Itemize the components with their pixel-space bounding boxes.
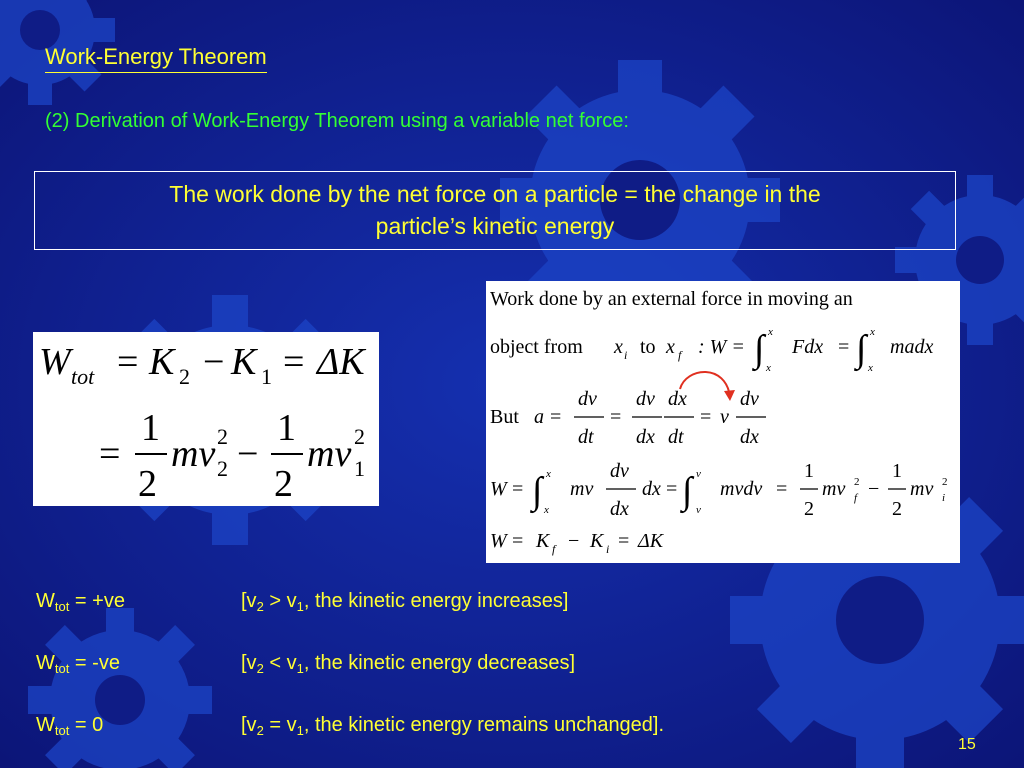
case-sub: tot [54,661,70,676]
page-number: 15 [958,736,976,753]
eq-minus-2: − [237,433,259,475]
case-condition: = -ve [69,652,120,674]
eq-equals-2: = [283,341,305,383]
deriv-to: to [640,336,656,358]
eq-minus-1: − [203,341,225,383]
theorem-line-1: The work done by the net force on a particle = the change in the [169,181,821,207]
deriv-dx-3: dx [740,426,759,448]
deriv-object-from: object from [490,336,583,358]
case-condition: = 0 [69,714,104,736]
eq-sub1-b: 1 [354,456,365,481]
deriv-colon-W: : W = [698,336,745,358]
deriv-W-1: W [490,478,507,500]
int-lower: x [868,362,873,374]
int-lower: x [766,362,771,374]
case-W: W [36,590,55,612]
deriv-xf-sub: f [678,348,682,362]
slide-title: Work-Energy Theorem [45,44,267,73]
deriv-sq-i: 2 [942,476,948,488]
deriv-xi-sub: i [624,348,628,362]
integral-sign: ∫ [532,470,543,512]
eq-sub-1: 1 [261,364,272,389]
case-explanation: , the kinetic energy increases] [303,590,569,612]
deriv-Kf-sub: f [552,542,556,556]
case-text: [v [241,590,257,612]
derivation-box [486,281,960,563]
deriv-minus-1: − [868,478,880,500]
case-text: < v [263,652,297,674]
deriv-dx-1: dx [636,426,655,448]
deriv-dv-4: dv [610,460,629,482]
case-W: W [36,714,55,736]
case-sub: 2 [256,661,264,676]
deriv-madx: madx [890,336,934,358]
deriv-dx-2: dx [668,388,687,410]
int-upper: x [870,326,875,338]
eq-K2: K [149,341,175,383]
deriv-two-2: 2 [892,498,902,520]
deriv-eq-i: = [618,530,630,552]
deriv-Fdx: Fdx [792,336,824,358]
deriv-line-1: Work done by an external force in moving an [490,288,853,310]
eq-sq-1: 2 [217,424,228,449]
deriv-sub-i: i [942,492,946,504]
case-explanation: , the kinetic energy decreases] [303,652,576,674]
int-upper: x [768,326,773,338]
deriv-sub-f: f [854,492,858,504]
case-explanation: , the kinetic energy remains unchanged]. [303,714,665,736]
deriv-eq-c: = [610,406,622,428]
deriv-dt-1: dt [578,426,594,448]
int-lower-v: v [696,504,701,516]
deriv-mv: mv [570,478,594,500]
eq-W: W [39,341,71,383]
deriv-deltaK: ΔK [638,530,664,552]
eq-equals-1: = [117,341,139,383]
deriv-Kf: K [536,530,550,552]
eq-mv-2: mv [307,433,352,475]
theorem-line-2: particle’s kinetic energy [375,213,615,239]
deriv-sq-f: 2 [854,476,860,488]
deriv-dt-2: dt [668,426,684,448]
deriv-dv-3: dv [740,388,759,410]
deriv-eq-a: = [838,336,850,358]
int-upper: x [546,468,551,480]
integral-sign: ∫ [682,470,693,512]
deriv-minus-2: − [568,530,580,552]
deriv-eq-f: = [666,478,678,500]
int-lower: x [544,504,549,516]
deriv-dv-1: dv [578,388,597,410]
eq-half-den-1: 2 [138,463,157,505]
case-text: [v [241,652,257,674]
eq-equals-3: = [99,433,121,475]
deriv-eq-b: = [550,406,562,428]
integral-sign: ∫ [754,328,765,370]
eq-deltaK: ΔK [317,341,365,383]
deriv-mvf: mv [822,478,846,500]
eq-K1: K [231,341,257,383]
deriv-eq-d: = [700,406,712,428]
eq-sub2-b: 2 [217,456,228,481]
deriv-a: a [534,406,544,428]
integral-sign: ∫ [856,328,867,370]
eq-mv-1: mv [171,433,216,475]
deriv-one-1: 1 [804,460,814,482]
eq-sq-2: 2 [354,424,365,449]
deriv-eq-e: = [512,478,524,500]
deriv-W-2: W [490,530,507,552]
case-text: [v [241,714,257,736]
case-sub: tot [54,599,70,614]
deriv-mvdv: mvdv [720,478,763,500]
slide-subtitle: (2) Derivation of Work-Energy Theorem using a variable net force: [45,110,629,132]
deriv-eq-h: = [512,530,524,552]
case-text: = v [263,714,297,736]
deriv-dv-2: dv [636,388,655,410]
substitution-arrow [680,372,730,397]
eq-half-num-1: 1 [141,407,160,449]
work-energy-equation [33,332,379,506]
case-condition: = +ve [69,590,125,612]
case-text: > v [263,590,297,612]
deriv-xi: x [614,336,623,358]
deriv-xf: x [666,336,675,358]
deriv-Ki: K [590,530,604,552]
deriv-but: But [490,406,519,428]
eq-tot: tot [71,364,95,389]
deriv-mvi: mv [910,478,934,500]
eq-half-num-2: 1 [277,407,296,449]
eq-sub-2: 2 [179,364,190,389]
eq-half-den-2: 2 [274,463,293,505]
case-sub: 2 [256,723,264,738]
deriv-Ki-sub: i [606,542,610,556]
deriv-eq-g: = [776,478,788,500]
int-upper-v: v [696,468,701,480]
deriv-dx-5: dx [642,478,661,500]
case-sub: 1 [296,661,304,676]
case-sub: 2 [256,599,264,614]
deriv-v: v [720,406,729,428]
deriv-two-1: 2 [804,498,814,520]
deriv-one-2: 1 [892,460,902,482]
theorem-statement-box [34,171,956,250]
case-sub: 1 [296,723,304,738]
arrow-head-icon [724,390,735,401]
case-W: W [36,652,55,674]
case-sub: tot [54,723,70,738]
deriv-dx-4: dx [610,498,629,520]
case-sub: 1 [296,599,304,614]
